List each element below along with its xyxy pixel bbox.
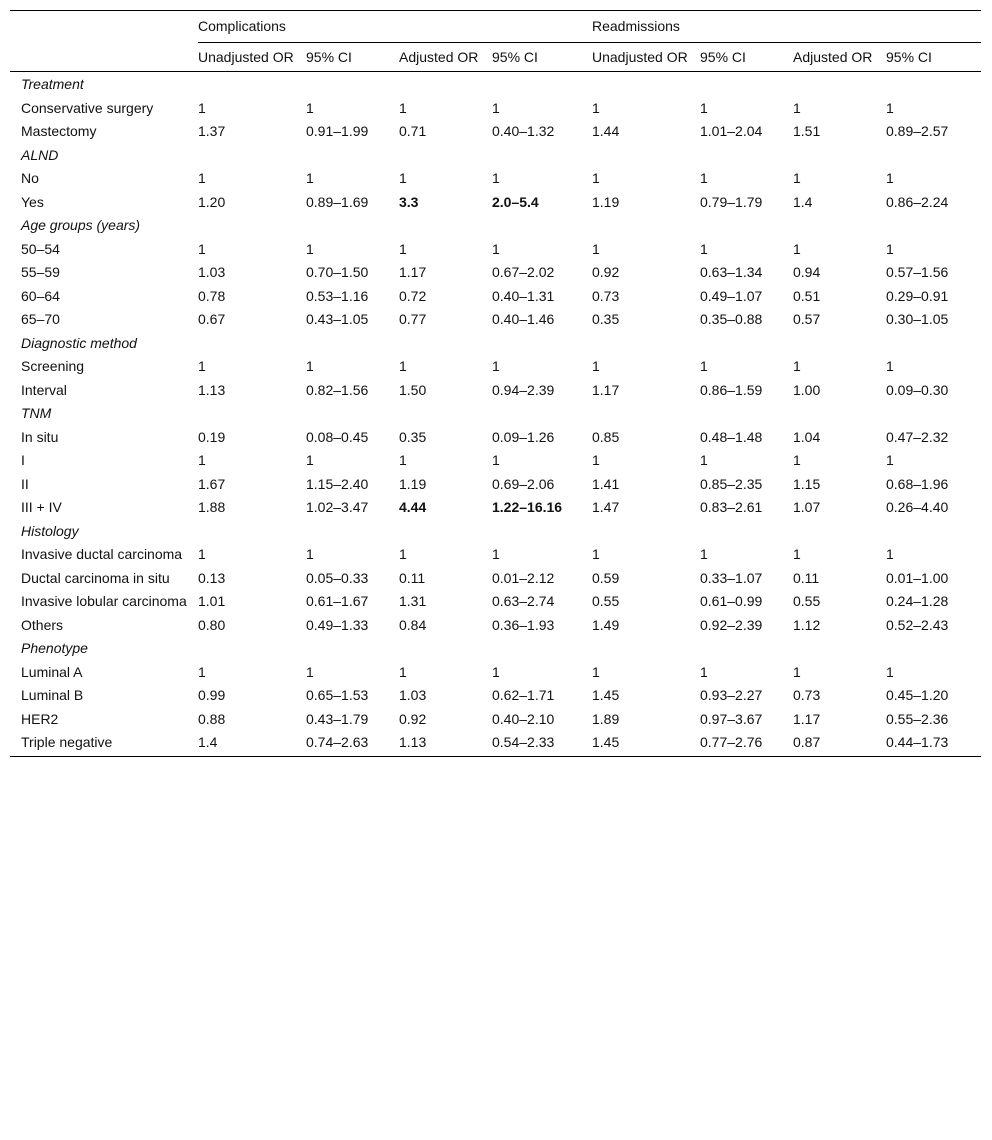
table-cell: 1.01–2.04: [700, 123, 763, 139]
table-cell: 1: [886, 452, 894, 468]
header-column-row: [10, 42, 981, 72]
table-cell: 1.37: [198, 123, 226, 139]
table-cell: 0.11: [793, 569, 820, 586]
table-cell: 0.40–1.46: [492, 311, 555, 327]
table-cell: 1: [592, 240, 600, 257]
table-cell: 0.70–1.50: [306, 264, 369, 280]
row-label: Invasive lobular carcinoma: [21, 593, 187, 609]
table-cell: 0.29–0.91: [886, 287, 949, 304]
table-cell: 1.67: [198, 475, 226, 492]
table-cell: 1: [399, 170, 407, 186]
section-title: Histology: [21, 522, 79, 539]
table-cell: 1: [306, 452, 314, 468]
table-cell: 0.49–1.07: [700, 287, 763, 304]
column-header: 95% CI: [306, 42, 399, 72]
table-cell: 3.3: [399, 193, 419, 210]
table-cell: 0.73: [592, 287, 620, 304]
table-cell: 1.03: [198, 264, 226, 280]
table-cell: 1: [793, 240, 801, 257]
table-row: [10, 378, 981, 402]
table-row: [10, 542, 981, 566]
table-row: [10, 613, 981, 637]
table-cell: 1: [700, 546, 708, 562]
section-title: ALND: [21, 146, 59, 163]
table-cell: 1.13: [198, 381, 226, 398]
table-cell: 0.11: [399, 569, 426, 586]
table-cell: 0.57: [793, 311, 821, 327]
row-label: Screening: [21, 358, 85, 374]
row-label: Luminal A: [21, 663, 83, 680]
row-label: Mastectomy: [21, 123, 97, 139]
table-cell: 0.83–2.61: [700, 499, 763, 515]
table-cell: 0.72: [399, 287, 427, 304]
row-label: Others: [21, 616, 64, 633]
table-cell: 1: [306, 170, 314, 186]
table-cell: 1.01: [198, 593, 226, 609]
table-cell: 0.68–1.96: [886, 475, 949, 492]
table-cell: 0.94–2.39: [492, 381, 555, 398]
table-cell: 1.07: [793, 499, 821, 515]
table-cell: 0.35–0.88: [700, 311, 763, 327]
table-cell: 1: [592, 663, 600, 680]
table-cell: 1.19: [399, 475, 427, 492]
section-row: [10, 331, 981, 355]
table-cell: 1.4: [198, 730, 306, 756]
table-cell: 1: [306, 99, 314, 116]
table-row: [10, 448, 981, 472]
table-cell: 0.44–1.73: [886, 730, 981, 756]
table-cell: 1: [592, 358, 600, 374]
table-cell: 0.09–0.30: [886, 381, 949, 398]
table-cell: 0.40–2.10: [492, 710, 555, 727]
table-cell: 1: [399, 240, 407, 257]
table-row: [10, 660, 981, 684]
table-cell: 1.19: [592, 193, 620, 210]
table-cell: 1: [886, 240, 894, 257]
table-cell: 0.77: [399, 311, 427, 327]
group-header-readmissions: Readmissions: [592, 11, 981, 43]
table-cell: 0.05–0.33: [306, 569, 369, 586]
group-header-complications: Complications: [198, 11, 592, 43]
table-cell: 1.15–2.40: [306, 475, 369, 492]
column-header: Adjusted OR: [793, 42, 886, 72]
table-row: [10, 260, 981, 284]
table-cell: 0.88: [198, 710, 226, 727]
table-cell: 1: [793, 546, 801, 562]
table-cell: 1: [198, 452, 206, 468]
row-label: No: [21, 170, 39, 186]
table-cell: 0.92: [399, 710, 427, 727]
table-cell: 0.87: [793, 730, 886, 756]
table-row: [10, 354, 981, 378]
table-cell: 0.97–3.67: [700, 710, 763, 727]
table-cell: 0.40–1.32: [492, 123, 555, 139]
table-cell: 0.01–2.12: [492, 569, 555, 586]
column-header: 95% CI: [700, 42, 793, 72]
table-cell: 0.43–1.79: [306, 710, 369, 727]
table-cell: 1: [306, 546, 314, 562]
table-cell: 1: [198, 99, 206, 116]
table-cell: 0.82–1.56: [306, 381, 369, 398]
header-group-row: [10, 11, 981, 43]
table-cell: 1: [492, 663, 500, 680]
table-cell: 0.30–1.05: [886, 311, 949, 327]
table-cell: 0.92–2.39: [700, 616, 763, 633]
table-cell: 1: [700, 99, 708, 116]
table-cell: 1.13: [399, 730, 492, 756]
table-cell: 0.94: [793, 264, 821, 280]
table-cell: 1.17: [793, 710, 821, 727]
table-cell: 1.47: [592, 499, 620, 515]
table-cell: 0.62–1.71: [492, 687, 555, 703]
table-cell: 1: [592, 170, 600, 186]
table-cell: 1: [793, 99, 801, 116]
results-table-container: [10, 10, 981, 757]
table-cell: 0.55: [592, 593, 620, 609]
column-header: 95% CI: [886, 42, 981, 72]
table-cell: 1: [793, 663, 801, 680]
table-cell: 1.45: [592, 687, 620, 703]
table-cell: 0.51: [793, 287, 821, 304]
row-label: I: [21, 452, 25, 468]
column-header: Adjusted OR: [399, 42, 492, 72]
table-cell: 1: [700, 663, 708, 680]
section-row: [10, 636, 981, 660]
section-title: Age groups (years): [21, 217, 141, 233]
table-row: [10, 237, 981, 261]
table-cell: 1.89: [592, 710, 620, 727]
table-cell: 0.57–1.56: [886, 264, 949, 280]
row-label: HER2: [21, 710, 59, 727]
table-cell: 1: [700, 358, 708, 374]
table-cell: 1: [492, 99, 500, 116]
table-cell: 1: [700, 240, 708, 257]
table-cell: 2.0–5.4: [492, 193, 539, 210]
table-cell: 0.79–1.79: [700, 193, 763, 210]
row-label: 50–54: [21, 240, 60, 257]
section-row: [10, 213, 981, 237]
table-cell: 0.85: [592, 428, 620, 445]
table-cell: 0.67–2.02: [492, 264, 555, 280]
table-cell: 0.78: [198, 287, 226, 304]
column-header: Unadjusted OR: [198, 42, 306, 72]
table-cell: 0.84: [399, 616, 427, 633]
section-row: [10, 519, 981, 543]
row-label: 60–64: [21, 287, 60, 304]
table-row: [10, 566, 981, 590]
table-cell: 1: [793, 358, 801, 374]
table-cell: 0.67: [198, 311, 226, 327]
table-cell: 1.02–3.47: [306, 499, 369, 515]
table-cell: 1: [399, 663, 407, 680]
table-cell: 1: [399, 452, 407, 468]
table-cell: 1: [399, 99, 407, 116]
table-cell: 0.49–1.33: [306, 616, 369, 633]
row-label: Ductal carcinoma in situ: [21, 569, 170, 586]
table-cell: 0.52–2.43: [886, 616, 949, 633]
table-cell: 0.91–1.99: [306, 123, 369, 139]
table-row: [10, 190, 981, 214]
table-cell: 1.50: [399, 381, 427, 398]
table-cell: 1.22–16.16: [492, 499, 563, 515]
table-cell: 0.01–1.00: [886, 569, 949, 586]
table-cell: 0.33–1.07: [700, 569, 763, 586]
table-cell: 1.17: [592, 381, 620, 398]
table-cell: 0.08–0.45: [306, 428, 369, 445]
table-cell: 0.35: [592, 311, 620, 327]
table-cell: 1: [306, 240, 314, 257]
table-cell: 0.24–1.28: [886, 593, 949, 609]
table-cell: 0.93–2.27: [700, 687, 763, 703]
table-row: [10, 730, 981, 756]
table-cell: 0.86–2.24: [886, 193, 949, 210]
table-cell: 1.31: [399, 593, 427, 609]
table-cell: 0.45–1.20: [886, 687, 949, 703]
table-cell: 0.61–1.67: [306, 593, 369, 609]
table-cell: 1.17: [399, 264, 427, 280]
table-cell: 0.55: [793, 593, 821, 609]
table-row: [10, 284, 981, 308]
table-cell: 1.44: [592, 123, 620, 139]
table-cell: 1.00: [793, 381, 821, 398]
row-label: II: [21, 475, 29, 492]
table-cell: 1: [198, 546, 206, 562]
table-cell: 0.74–2.63: [306, 730, 399, 756]
row-label: Conservative surgery: [21, 99, 154, 116]
row-label: III + IV: [21, 499, 62, 515]
table-cell: 0.65–1.53: [306, 687, 369, 703]
table-cell: 1.03: [399, 687, 427, 703]
table-cell: 1.20: [198, 193, 226, 210]
table-cell: 0.71: [399, 123, 427, 139]
table-cell: 1.49: [592, 616, 620, 633]
table-row: [10, 307, 981, 331]
table-cell: 0.09–1.26: [492, 428, 555, 445]
table-cell: 0.61–0.99: [700, 593, 763, 609]
table-cell: 1.15: [793, 475, 821, 492]
table-cell: 1.4: [793, 193, 813, 210]
table-cell: 1: [306, 663, 314, 680]
table-cell: 1: [886, 358, 894, 374]
row-label: 65–70: [21, 311, 60, 327]
table-cell: 4.44: [399, 499, 427, 515]
table-cell: 0.85–2.35: [700, 475, 763, 492]
row-label: Interval: [21, 381, 67, 398]
table-cell: 0.86–1.59: [700, 381, 763, 398]
table-cell: 0.40–1.31: [492, 287, 555, 304]
results-table: [10, 10, 981, 757]
table-cell: 0.89–1.69: [306, 193, 369, 210]
table-row: [10, 495, 981, 519]
table-cell: 1: [492, 358, 500, 374]
table-row: [10, 96, 981, 120]
table-body: [10, 72, 981, 757]
section-title: TNM: [21, 405, 52, 421]
table-row: [10, 589, 981, 613]
table-cell: 0.73: [793, 687, 821, 703]
table-row: [10, 425, 981, 449]
table-cell: 1: [198, 170, 206, 186]
header-corner: [10, 11, 198, 43]
table-cell: 1: [492, 240, 500, 257]
table-cell: 0.48–1.48: [700, 428, 763, 445]
table-cell: 1.12: [793, 616, 821, 633]
column-header: 95% CI: [492, 42, 592, 72]
table-cell: 1.88: [198, 499, 226, 515]
section-row: [10, 401, 981, 425]
row-label: In situ: [21, 428, 59, 445]
row-label: Triple negative: [10, 730, 198, 756]
table-cell: 1: [399, 358, 407, 374]
table-cell: 0.19: [198, 428, 226, 445]
table-cell: 1: [886, 663, 894, 680]
table-cell: 0.80: [198, 616, 226, 633]
table-cell: 1: [198, 663, 206, 680]
table-cell: 0.13: [198, 569, 226, 586]
table-cell: 1.41: [592, 475, 620, 492]
table-row: [10, 119, 981, 143]
row-label: 55–59: [21, 264, 60, 280]
section-row: [10, 143, 981, 167]
table-row: [10, 683, 981, 707]
table-cell: 1: [700, 170, 708, 186]
table-cell: 1: [700, 452, 708, 468]
header-corner-sub: [10, 42, 198, 72]
table-cell: 0.63–2.74: [492, 593, 555, 609]
table-cell: 1.04: [793, 428, 821, 445]
table-cell: 1: [793, 170, 801, 186]
table-cell: 0.63–1.34: [700, 264, 763, 280]
row-label: Invasive ductal carcinoma: [21, 546, 183, 562]
table-cell: 0.47–2.32: [886, 428, 949, 445]
table-cell: 0.36–1.93: [492, 616, 555, 633]
table-row: [10, 472, 981, 496]
column-header: Unadjusted OR: [592, 42, 700, 72]
table-cell: 0.55–2.36: [886, 710, 949, 727]
section-row: [10, 72, 981, 96]
section-title: Phenotype: [21, 640, 88, 656]
table-cell: 0.69–2.06: [492, 475, 555, 492]
table-cell: 1.51: [793, 123, 821, 139]
table-cell: 1: [793, 452, 801, 468]
table-cell: 0.99: [198, 687, 226, 703]
row-label: Luminal B: [21, 687, 84, 703]
table-cell: 1.45: [592, 730, 700, 756]
table-cell: 1: [886, 99, 894, 116]
table-cell: 1: [198, 358, 206, 374]
table-cell: 1: [592, 546, 600, 562]
table-row: [10, 166, 981, 190]
table-cell: 0.53–1.16: [306, 287, 369, 304]
row-label: Yes: [21, 193, 44, 210]
table-cell: 1: [592, 452, 600, 468]
table-cell: 0.77–2.76: [700, 730, 793, 756]
table-cell: 1: [492, 452, 500, 468]
table-cell: 1: [399, 546, 407, 562]
table-row: [10, 707, 981, 731]
table-cell: 1: [886, 546, 894, 562]
table-cell: 0.43–1.05: [306, 311, 369, 327]
section-title: Diagnostic method: [21, 334, 137, 351]
table-cell: 0.89–2.57: [886, 123, 949, 139]
table-cell: 0.54–2.33: [492, 730, 592, 756]
table-cell: 1: [198, 240, 206, 257]
table-cell: 0.59: [592, 569, 620, 586]
table-cell: 0.35: [399, 428, 427, 445]
table-cell: 0.26–4.40: [886, 499, 949, 515]
table-cell: 1: [492, 170, 500, 186]
table-cell: 1: [306, 358, 314, 374]
section-title: Treatment: [21, 76, 84, 92]
table-cell: 1: [592, 99, 600, 116]
table-cell: 1: [492, 546, 500, 562]
table-cell: 0.92: [592, 264, 620, 280]
table-cell: 1: [886, 170, 894, 186]
